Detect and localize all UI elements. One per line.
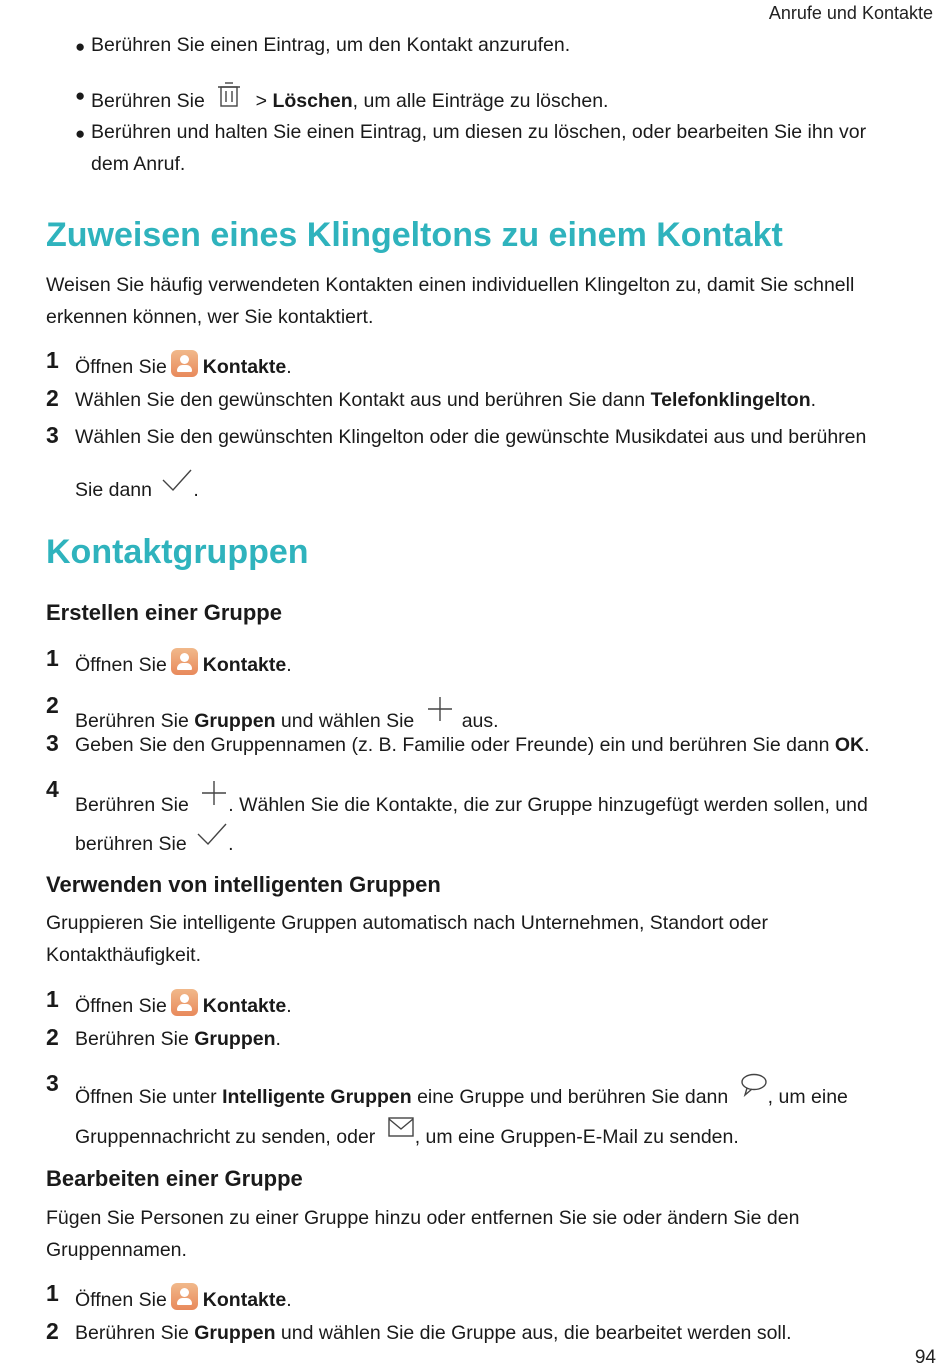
step-number: 1 [46, 986, 59, 1012]
contacts-app-icon [171, 1283, 198, 1310]
section-title: Kontaktgruppen [46, 533, 309, 571]
step-number: 1 [46, 645, 59, 671]
step-text: Öffnen Sie Kontakte. [75, 1283, 292, 1313]
section-intro: Fügen Sie Personen zu einer Gruppe hinzu oder entfernen Sie sie oder ändern Sie den [46, 1207, 800, 1229]
bullet-text-cont: dem Anruf. [91, 153, 186, 175]
step-text: Öffnen Sie Kontakte. [75, 648, 292, 678]
step-number: 3 [46, 1070, 59, 1096]
step-text: Öffnen Sie Kontakte. [75, 350, 292, 380]
section-intro: Gruppennamen. [46, 1239, 187, 1261]
step-text: Wählen Sie den gewünschten Kontakt aus und berühren Sie dann Telefonklingelton. [75, 389, 817, 411]
step-text: Öffnen Sie unter Intelligente Gruppen eine Gruppe und berühren Sie dann , um eine [75, 1073, 848, 1110]
running-header: Anrufe und Kontakte [768, 3, 933, 23]
step-number: 2 [46, 692, 59, 718]
checkmark-icon [196, 822, 228, 848]
bullet-text: Berühren Sie einen Eintrag, um den Kontakt anzurufen. [91, 34, 571, 56]
contacts-app-icon [171, 350, 198, 377]
plus-icon [200, 779, 228, 807]
section-intro: Weisen Sie häufig verwendeten Kontakten einen individuellen Klingelton zu, damit Sie schnell [46, 274, 855, 296]
step-text: Öffnen Sie Kontakte. [75, 989, 292, 1019]
step-number: 2 [46, 385, 59, 411]
step-number: 3 [46, 730, 59, 756]
bullet-dot: ● [75, 37, 86, 56]
subsection-title: Erstellen einer Gruppe [46, 600, 282, 625]
step-text: Berühren Sie . Wählen Sie die Kontakte, die zur Gruppe hinzugefügt werden sollen, und [75, 779, 868, 818]
trash-icon [216, 81, 242, 109]
step-text-cont: Gruppennachricht zu senden, oder , um eine Gruppen-E-Mail zu senden. [75, 1116, 739, 1150]
step-number: 1 [46, 347, 59, 373]
step-text: Geben Sie den Gruppennamen (z. B. Familie oder Freunde) ein und berühren Sie dann OK. [75, 734, 870, 756]
step-number: 2 [46, 1318, 59, 1344]
step-text-cont: berühren Sie . [75, 822, 234, 857]
envelope-icon [387, 1116, 415, 1138]
bullet-text: Berühren und halten Sie einen Eintrag, um diesen zu löschen, oder bearbeiten Sie ihn vor [91, 121, 867, 143]
contacts-app-icon [171, 648, 198, 675]
step-number: 1 [46, 1280, 59, 1306]
bullet-dot: ● [75, 124, 86, 143]
step-text: Wählen Sie den gewünschten Klingelton oder die gewünschte Musikdatei aus und berühren [75, 426, 867, 448]
step-text: Berühren Sie Gruppen und wählen Sie die Gruppe aus, die bearbeitet werden soll. [75, 1322, 792, 1344]
bullet-text: Berühren Sie > Löschen, um alle Einträge zu löschen. [91, 81, 608, 114]
section-title: Zuweisen eines Klingeltons zu einem Kontakt [46, 216, 783, 254]
section-intro: Gruppieren Sie intelligente Gruppen automatisch nach Unternehmen, Standort oder [46, 912, 768, 934]
section-intro: erkennen können, wer Sie kontaktiert. [46, 306, 374, 328]
step-text: Berühren Sie Gruppen. [75, 1028, 281, 1050]
section-intro: Kontakthäufigkeit. [46, 944, 202, 966]
step-number: 3 [46, 422, 59, 448]
subsection-title: Bearbeiten einer Gruppe [46, 1166, 303, 1191]
bullet-dot: ● [75, 86, 86, 105]
checkmark-icon [161, 468, 193, 494]
plus-icon [426, 695, 454, 723]
message-bubble-icon [740, 1073, 768, 1097]
step-number: 2 [46, 1024, 59, 1050]
subsection-title: Verwenden von intelligenten Gruppen [46, 872, 441, 897]
step-number: 4 [46, 776, 59, 802]
page-number: 94 [914, 1347, 936, 1368]
step-text-cont: Sie dann . [75, 468, 199, 503]
contacts-app-icon [171, 989, 198, 1016]
step-text: Berühren Sie Gruppen und wählen Sie aus. [75, 695, 499, 734]
